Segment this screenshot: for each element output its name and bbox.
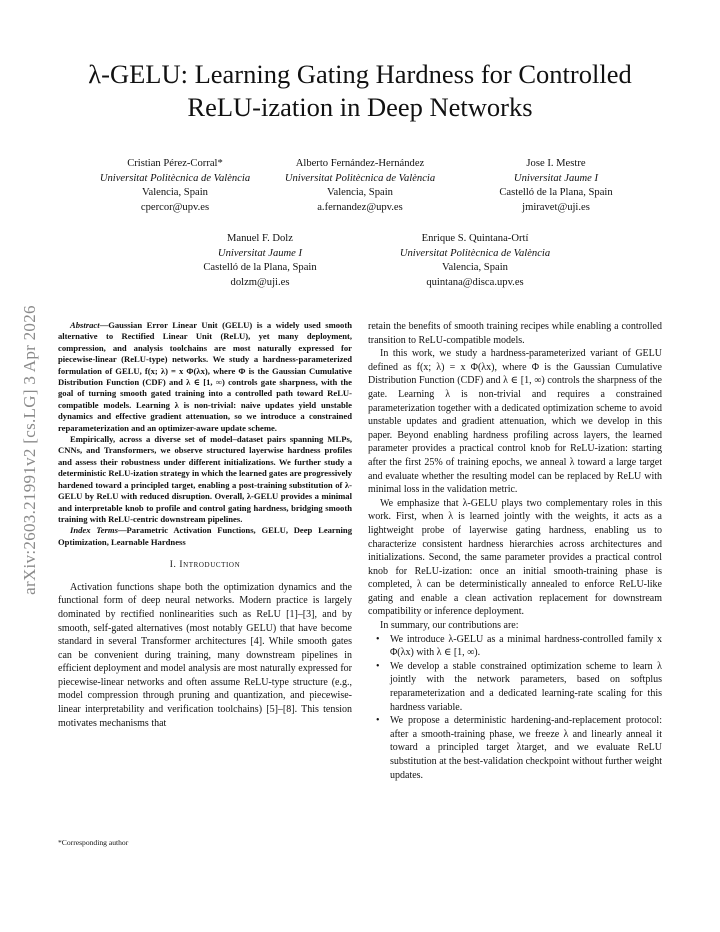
author-location: Valencia, Spain xyxy=(442,262,508,273)
abstract xyxy=(58,320,352,548)
author-affiliation: Universitat Politècnica de València xyxy=(399,247,551,259)
author-email: quintana@disca.upv.es xyxy=(426,276,524,288)
intro-paragraph-1: Activation functions shape both the optimization dynamics and the functional form of deep neural networks. Modern practice is largely dominated by rectified nonlinearities such as ReLU [1]–[3], and by smooth, self-gated alternatives (most notably GELU) that have become standard in several Transformer architectures [4]. While smooth gates can be convenient during training, many downstream pipelines in efficient deployment and model analysis are most naturally expressed for piecewise-linear networks and often assume ReLU-type structure (e.g., model compression through pruning and quantization, and piecewise-linear interpretability and verification toolchains) [5]–[8]. This tension motivates mechanisms that xyxy=(58,581,352,729)
author-block xyxy=(375,232,575,290)
abstract-label: Abstract xyxy=(70,320,100,330)
index-terms xyxy=(58,525,352,548)
author-name: Manuel F. Dolz xyxy=(227,233,293,244)
author-email: cpercor@upv.es xyxy=(140,201,210,213)
abstract-text-1: —Gaussian Error Linear Unit (GELU) is a widely used smooth alternative to Rectified Linear Unit (ReLU), yet many deployment, compression, and analysis toolchains are most naturally expressed for piecewise-linear (ReLU-type) networks. We study a hardness-parameterized formulation of GELU, f(x; λ) = x Φ(λx), where Φ is the Gaussian Cumulative Distribution Function (CDF) and λ ∈ [1, ∞) controls gate sharpness, with the goal of turning smooth gated training into a controlled path toward ReLU-compatible models. Learning λ is non-trivial: naive updates yield unstable dynamics and effective gradient attenuation, so we introduce a constrained reparameterization and an optimizer-aware update scheme. xyxy=(58,320,352,433)
author-block xyxy=(170,232,350,290)
arxiv-identifier-text: arXiv:2603.21991v2 [cs.LG] 3 Apr 2026 xyxy=(20,305,39,595)
author-location: Castelló de la Plana, Spain xyxy=(203,262,317,273)
index-terms-label: Index Terms xyxy=(70,525,118,536)
author-affiliation: Universitat Jaume I xyxy=(217,247,303,259)
introduction-left-text xyxy=(58,581,352,731)
intro-paragraph-2: In this work, we study a hardness-parameterized variant of GELU defined as f(x; λ) = x Φ(λx), where Φ is the Gaussian Cumulative Distribution Function (CDF) and λ ∈ [1, ∞) controls the sharpness of the gate. Learning λ is non-trivial and requires a constrained parameterization together with a dedicated optimization scheme to avoid unstable updates and gradient attenuation, which we develop in this paper. Beyond enabling hardness profiling across layers, the learned parameter provides a practical control knob for ReLU-ization: starting after the first 25% of training epochs, we anneal λ toward a large target and evaluate whether the resulting model can be replaced by ReLU with minimal loss in the validation metric. xyxy=(368,348,662,496)
title-line-2: ReLU-ization in Deep Networks xyxy=(187,92,533,122)
contribution-item: • We propose a deterministic hardening-and-replacement protocol: after a smooth-training phase, we freeze λ and linearly anneal it toward a principled target λtarget, and we evaluate ReLU substitution at the best-validation checkpoint without further weight updates. xyxy=(368,714,662,782)
arxiv-identifier-stamp xyxy=(10,230,50,670)
left-column xyxy=(58,320,352,730)
author-email: dolzm@uji.es xyxy=(230,276,290,288)
contribution-item: • We develop a stable constrained optimization scheme to learn λ jointly with the network parameters, based on softplus reparameterization and a dedicated learning-rate scaling for this hardness variable. xyxy=(368,660,662,714)
author-affiliation: Universitat Jaume I xyxy=(513,172,599,184)
author-location: Castelló de la Plana, Spain xyxy=(499,187,613,198)
contributions-list xyxy=(368,633,662,783)
right-column xyxy=(368,320,662,782)
author-block xyxy=(270,157,450,215)
intro-contributions-lead: In summary, our contributions are: xyxy=(380,620,519,632)
intro-paragraph-continuation: retain the benefits of smooth training recipes while enabling a controlled transition to ReLU-compatible models. xyxy=(368,321,662,346)
author-affiliation: Universitat Politècnica de València xyxy=(99,172,251,184)
abstract-paragraph-1 xyxy=(58,320,352,434)
index-terms-text: —Parametric Activation Functions, GELU, Deep Learning Optimization, Learnable Hardness xyxy=(58,525,352,547)
author-email: jmiravet@uji.es xyxy=(522,201,590,213)
intro-paragraph-3: We emphasize that λ-GELU plays two complementary roles in this work. First, when λ is learned jointly with the weights, it acts as a lightweight probe of layerwise gating hardness, enabling us to characterize consistent hardness hierarchies across architectures and initializations. Second, the same parameter provides a practical control knob for ReLU-ization: once an initial smooth-training phase is completed, λ can be deterministically annealed to enforce ReLU-like gating and enable a clean activation replacement for downstream compatibility or inference deployment. xyxy=(368,497,662,618)
author-block xyxy=(466,157,646,215)
author-name: Enrique S. Quintana-Ortí xyxy=(421,233,529,244)
title-line-1: λ-GELU: Learning Gating Hardness for Controlled xyxy=(88,59,632,89)
section-heading-introduction: I. Introduction xyxy=(169,560,241,571)
contribution-item: • We introduce λ-GELU as a minimal hardness-controlled family x Φ(λx) with λ ∈ [1, ∞). xyxy=(368,633,662,660)
author-location: Valencia, Spain xyxy=(327,187,393,198)
footnote-corresponding-author: *Corresponding author xyxy=(58,838,129,847)
author-email: a.fernandez@upv.es xyxy=(317,201,403,213)
paper-title xyxy=(40,58,680,124)
author-block xyxy=(85,157,265,215)
abstract-paragraph-2: Empirically, across a diverse set of model–dataset pairs spanning MLPs, CNNs, and Transformers, we observe structured layerwise hardness profiles and assess their robustness under different initializations. We further study a deterministic ReLU-ization strategy in which the learned gates are progressively hardened toward a principled target, enabling a post-training substitution of λ-GELU by ReLU with reduced disruption. Overall, λ-GELU provides a minimal and interpretable knob to profile and control gating hardness, bridging smooth training with ReLU-centric downstream pipelines. xyxy=(58,434,352,524)
author-name: Alberto Fernández-Hernández xyxy=(295,158,425,169)
author-location: Valencia, Spain xyxy=(142,187,208,198)
author-affiliation: Universitat Politècnica de València xyxy=(284,172,436,184)
author-name: Cristian Pérez-Corral* xyxy=(127,158,223,169)
author-name: Jose I. Mestre xyxy=(526,158,586,169)
